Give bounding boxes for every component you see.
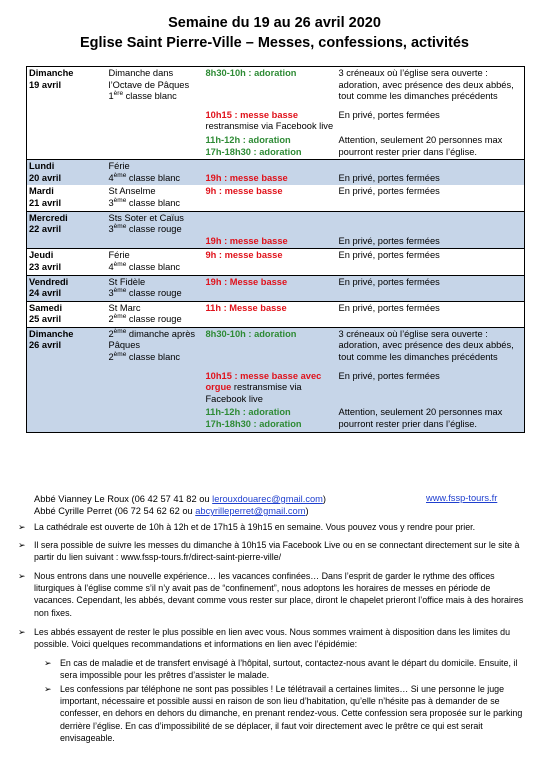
email-link[interactable]: lerouxdouarec@gmail.com [212,494,323,504]
day-name: Dimanche [29,328,74,339]
day-date: 25 avril [29,314,62,325]
event: 11h-12h : adoration 17h-18h30 : adoration [204,406,337,432]
note: En privé, portes fermées [338,276,440,287]
day-name: Vendredi [29,276,69,287]
note: En privé, portes fermées [338,172,440,183]
day-name: Mardi [29,186,54,197]
liturgy-cell: St Fidèle 3ème classe rouge [107,275,204,301]
day-date: 21 avril [29,197,62,208]
note: 3 créneaux où l’église sera ouverte : adoration, avec présence des deux abbés, tout comme les dimanches précédents [338,68,514,102]
table-row [27,275,525,301]
arrow-icon: ➢ [18,522,26,532]
arrow-icon: ➢ [18,540,26,550]
liturgy-cell: Férie 4ème classe blanc [107,249,204,275]
contact-line: Abbé Cyrille Perret (06 72 54 62 62 ou abcyrilleperret@gmail.com) [34,506,309,516]
table-row [27,211,525,249]
website-link[interactable]: www.fssp-tours.fr [426,493,498,503]
day-name: Mercredi [29,212,68,223]
liturgy-cell: Dimanche dans l’Octave de Pâques 1ère classe blanc [108,68,190,102]
day-date: 20 avril [29,172,62,183]
sub-list-item: ➢ En cas de maladie et de transfert envisagé à l’hôpital, surtout, contactez-nous avant le départ du domicile. Ensuite, il sera impossible pour les prêtres d’assister le malade. [44,658,518,681]
note: En privé, portes fermées [338,250,440,261]
note: En privé, portes fermées [338,109,440,120]
note: En privé, portes fermées [337,370,525,407]
page-title: Semaine du 19 au 26 avril 2020 [168,15,381,31]
note: Attention, seulement 20 personnes max pourront rester prier dans l’église. [337,406,525,432]
day-name: Lundi [29,161,55,172]
event: 19h : messe basse [205,172,288,183]
day-date: 23 avril [29,261,62,272]
contact-line: Abbé Vianney Le Roux (06 42 57 41 82 ou lerouxdouarec@gmail.com) [34,494,326,504]
event: 8h30-10h : adoration [204,327,337,369]
day-name: Jeudi [29,250,54,261]
event: 9h : messe basse [205,186,283,197]
sub-list-item: ➢ Les confessions par téléphone ne sont pas possibles ! Le télétravail a certaines limites… Si une personne le juge important, nécessaire et possible aussi en raison de son lieu d’habitation, qu’elle n’hésite pas à demander de se confesser, en dehors en dehors du dimanche, en prenant rendez-vous. Cette confession sera proposée sur le parking derrière l’église. En cas d’impossibilité de se déplacer, il faut voir directement avec le prêtre ce qui est serait envisageable. [44,684,523,743]
table-row [27,67,525,109]
liturgy-cell: Férie 4ème classe blanc [107,160,204,186]
event: 10h15 : messe basse restransmise via Facebook live [205,109,334,132]
list-item: ➢ La cathédrale est ouverte de 10h à 12h et de 17h15 à 19h15 en semaine. Vous pouvez vous y rendre pour prier. [18,522,476,532]
note: En privé, portes fermées [338,186,440,197]
list-item: ➢ Il sera possible de suivre les messes du dimanche à 10h15 via Facebook Live ou en se connectant directement sur le site à partir du lien suivant : www.fssp-tours.fr/direct-saint-pierre-ville/ [18,540,520,563]
liturgy-cell: 2ème dimanche après Pâques 2ème classe blanc [107,327,204,432]
list-item: ➢ Les abbés essayent de rester le plus possible en lien avec vous. Nous sommes vraiment à disposition dans les limites du possible. Voici quelques recommandations et informations en lien avec l’épidémie: [18,627,511,650]
day-date: 26 avril [29,340,62,351]
event: 11h-12h : adoration 17h-18h30 : adoration [205,134,302,157]
table-row [27,185,525,211]
event: 9h : messe basse [205,250,283,261]
page-subtitle: Eglise Saint Pierre-Ville – Messes, confessions, activités [79,35,469,51]
note: En privé, portes fermées [338,235,440,246]
event: 19h : Messe basse [205,276,288,287]
schedule-table [26,66,525,433]
day-name: Dimanche [29,68,74,78]
day-date: 22 avril [29,224,62,235]
table-row [27,327,525,369]
email-link[interactable]: abcyrilleperret@gmail.com [195,506,306,516]
event: 8h30-10h : adoration [205,68,297,78]
contacts [34,493,326,517]
note: En privé, portes fermées [338,302,440,313]
event: 11h : Messe basse [205,302,287,313]
list-item: ➢ Nous entrons dans une nouvelle expérience… les vacances confinées… Dans l’esprit de garder le rythme des offices liturgiques à l’église comme s’il n’y avait pas de “confinement”, nous adoptons les horaires de messes en période de vacances. Cependant, les abbés, devant comme vous rester sur place, diront le chapelet prieront l’office mais à des horaires non fixes. [18,571,524,618]
event: 19h : messe basse [205,235,288,246]
day-date: 19 avril [29,79,62,90]
arrow-icon: ➢ [44,658,52,668]
liturgy-cell: St Marc 2ème classe rouge [107,301,204,327]
liturgy-cell: Sts Soter et Caïus 3ème classe rouge [107,211,204,249]
table-row [27,301,525,327]
event: 10h15 : messe basse avec orgue restransmise via Facebook live [204,370,337,407]
arrow-icon: ➢ [18,627,26,637]
arrow-icon: ➢ [44,684,52,694]
liturgy-cell: St Anselme 3ème classe blanc [108,186,181,208]
table-row [27,249,525,275]
table-row [27,160,525,186]
note: Attention, seulement 20 personnes max pourront rester prier dans l’église. [338,134,503,157]
day-name: Samedi [29,302,63,313]
arrow-icon: ➢ [18,571,26,581]
day-date: 24 avril [29,288,62,299]
note: 3 créneaux où l’église sera ouverte : adoration, avec présence des deux abbés, tout comme les dimanches précédents [337,327,525,369]
